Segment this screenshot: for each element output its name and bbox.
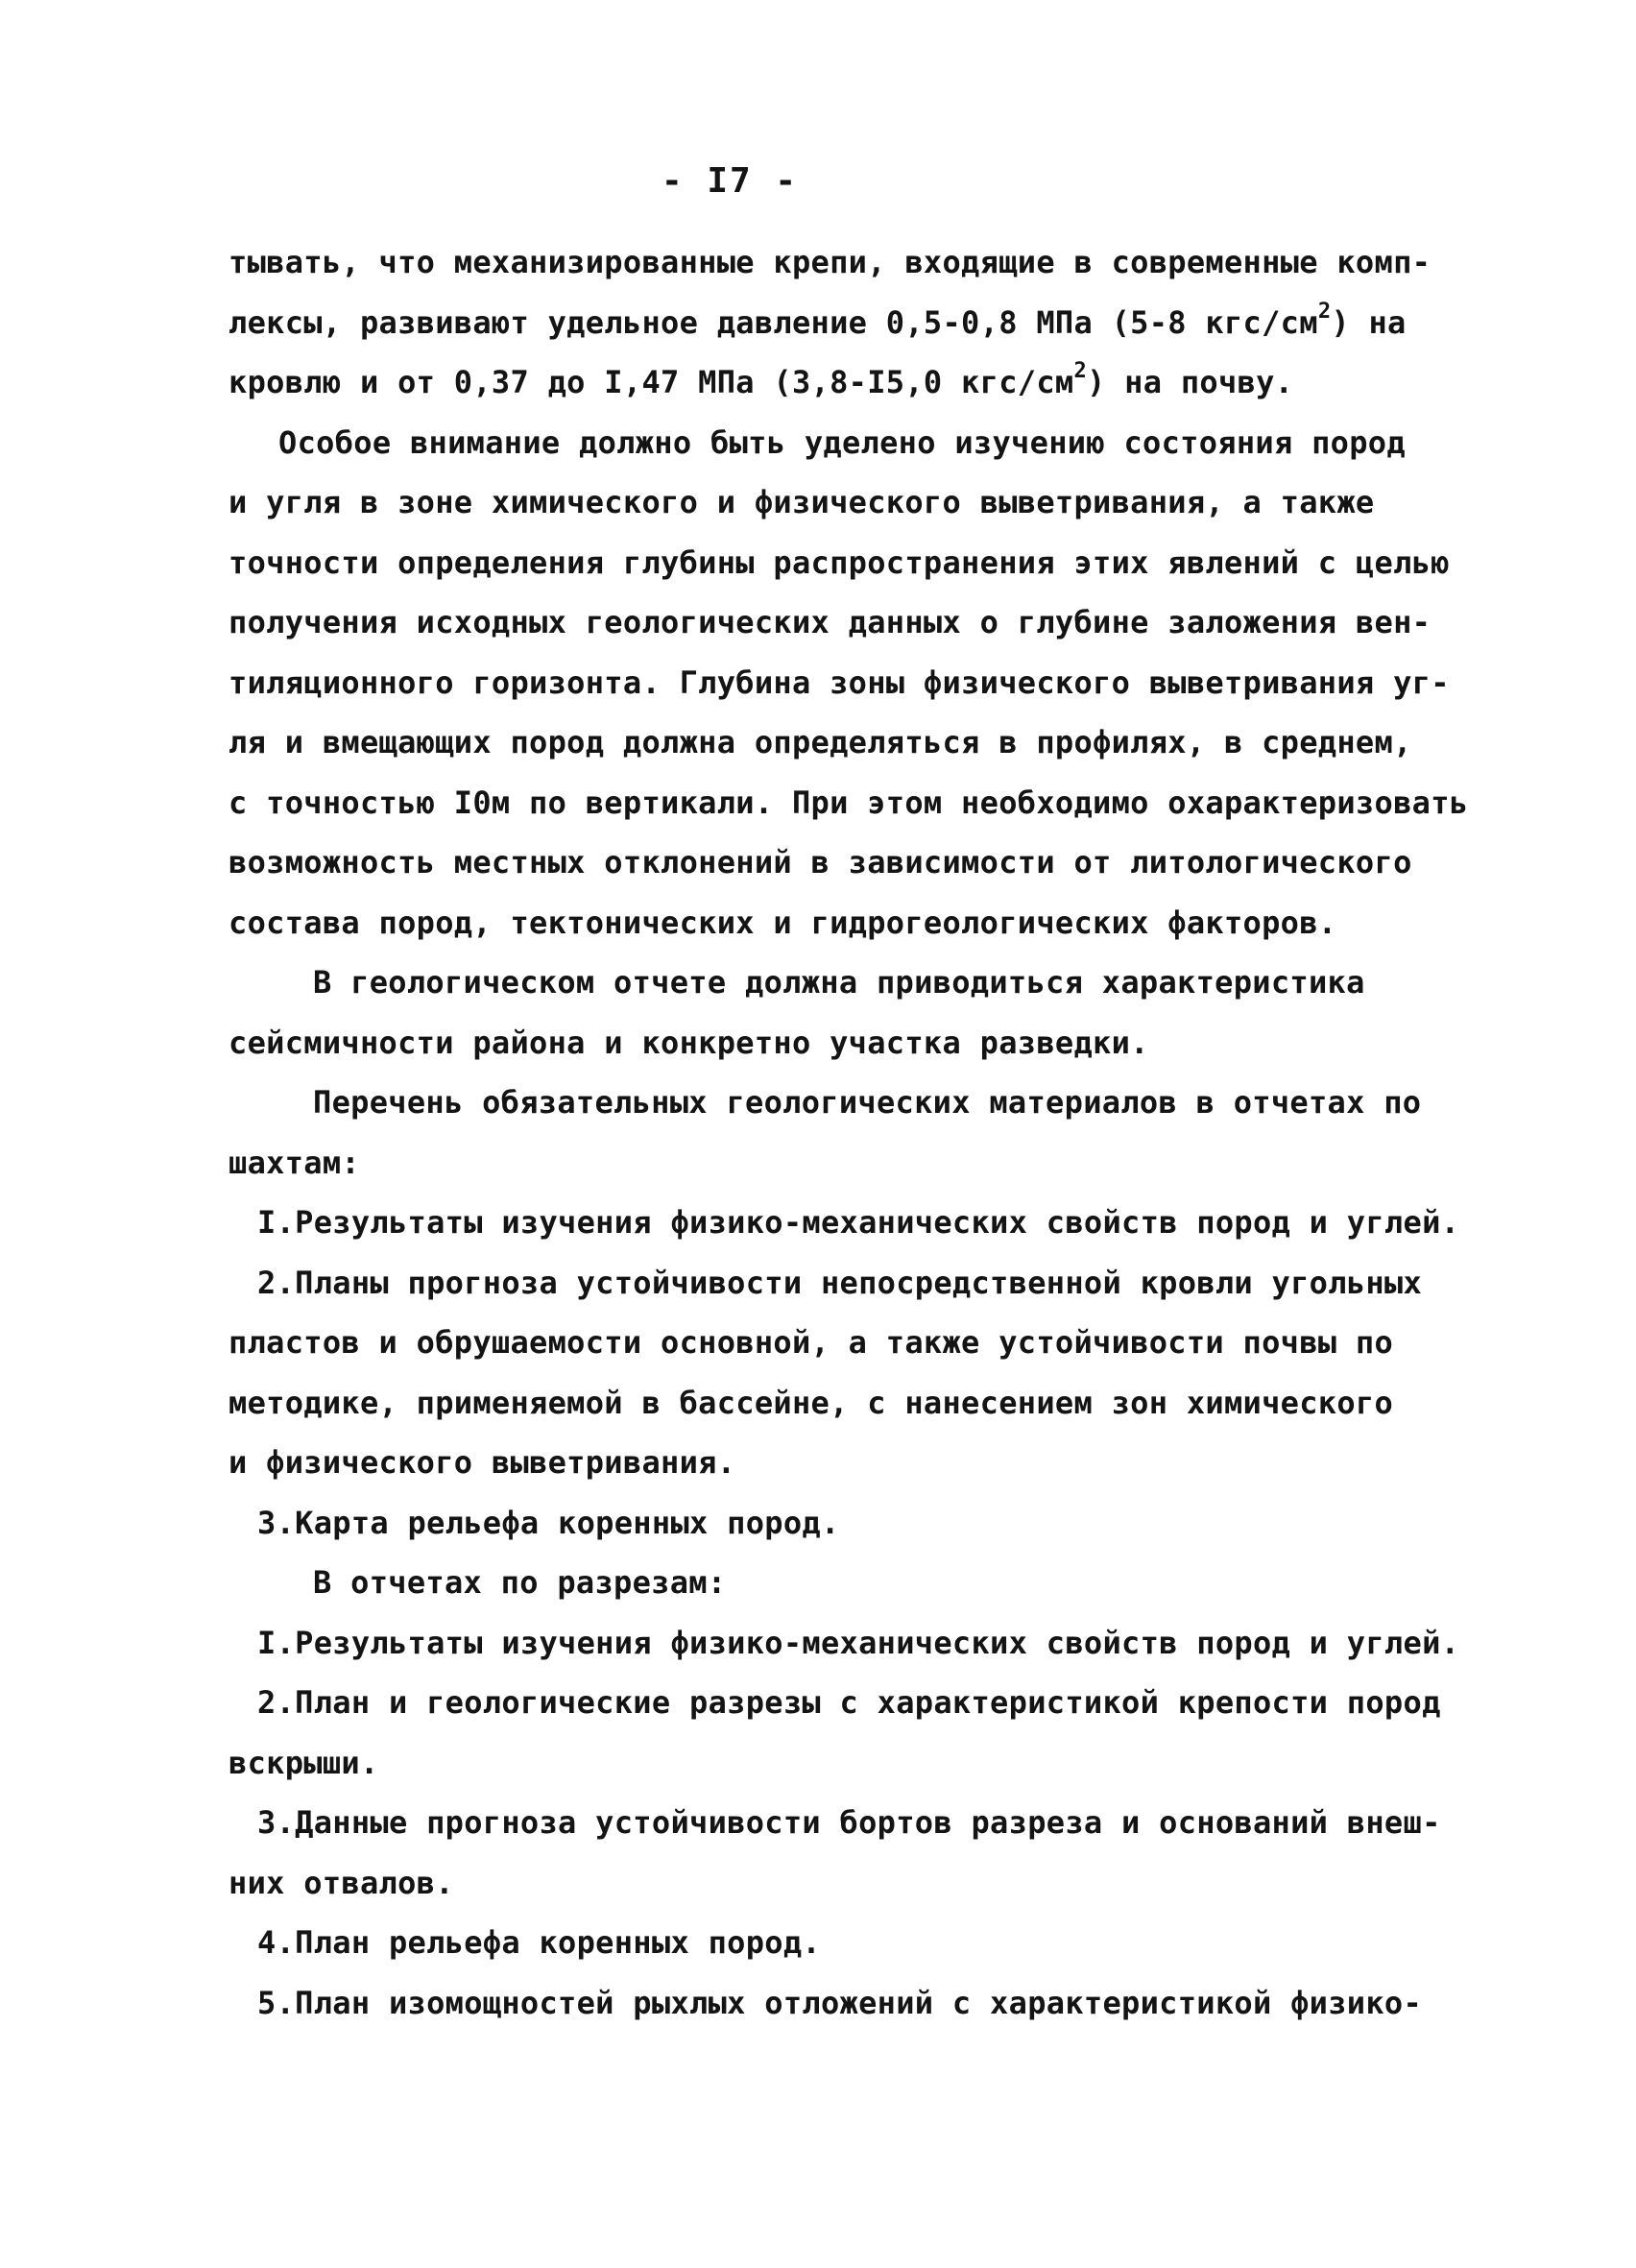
text-line	[229, 1073, 1477, 1133]
text-line-tail: ) на	[1331, 303, 1407, 341]
text-line-main: методике, применяемой в бассейне, с нанесением зон химического	[229, 1384, 1394, 1421]
text-line-main: и угля в зоне химического и физического выветривания, а также	[229, 484, 1375, 520]
text-line	[229, 1673, 1477, 1733]
text-line-main: них отвалов.	[229, 1864, 454, 1901]
text-line	[229, 773, 1477, 833]
text-line-main: ля и вмещающих пород должна определяться в профилях, в среднем,	[229, 724, 1412, 760]
text-line	[229, 472, 1477, 533]
text-line	[229, 832, 1477, 893]
text-line	[229, 1853, 1477, 1914]
text-line	[229, 1913, 1477, 1973]
text-line	[229, 592, 1477, 653]
text-line-main: I.Результаты изучения физико-механических свойств пород и углей.	[257, 1624, 1460, 1661]
text-line-main: 3.Данные прогноза устойчивости бортов разреза и оснований внеш-	[257, 1804, 1441, 1841]
text-line-main: с точностью I0м по вертикали. При этом необходимо охарактеризовать	[229, 784, 1469, 821]
text-line-main: и физического выветривания.	[229, 1444, 736, 1481]
text-line-main: пластов и обрушаемости основной, а также устойчивости почвы по	[229, 1324, 1394, 1361]
text-line	[229, 1013, 1477, 1074]
text-line-main: состава пород, тектонических и гидрогеологических факторов.	[229, 904, 1337, 941]
text-line-main: В геологическом отчете должна приводиться характеристика	[313, 964, 1365, 1001]
text-line	[229, 1553, 1477, 1613]
text-line	[229, 352, 1477, 413]
text-line	[229, 1973, 1477, 2034]
text-line	[229, 893, 1477, 953]
text-line	[229, 413, 1477, 473]
text-line-main: 3.Карта рельефа коренных пород.	[257, 1504, 840, 1541]
text-line-main: тывать, что механизированные крепи, входящие в современные комп-	[229, 244, 1432, 280]
text-line	[229, 1733, 1477, 1794]
text-line-tail: ) на почву.	[1087, 364, 1294, 400]
text-line-main: 2.Планы прогноза устойчивости непосредственной кровли угольных	[257, 1264, 1423, 1301]
text-line	[229, 533, 1477, 593]
text-line-main: точности определения глубины распространения этих явлений с целью	[229, 543, 1450, 581]
text-line-main: 2.План и геологические разрезы с характеристикой крепости пород	[257, 1684, 1441, 1721]
text-line-main: лексы, развивают удельное давление 0,5-0,8 МПа (5-8 кгс/см	[229, 303, 1318, 341]
text-line-main: I.Результаты изучения физико-механических свойств пород и углей.	[257, 1204, 1460, 1241]
text-line-main: кровлю и от 0,37 до I,47 МПа (3,8-I5,0 кгс/см	[229, 364, 1074, 400]
text-line	[229, 1493, 1477, 1554]
text-line-main: 5.План изомощностей рыхлых отложений с характеристикой физико-	[257, 1984, 1423, 2021]
text-line-main: 4.План рельефа коренных пород.	[257, 1924, 821, 1961]
text-line	[229, 1373, 1477, 1434]
text-line	[229, 653, 1477, 713]
text-line	[229, 1253, 1477, 1314]
text-line	[229, 712, 1477, 773]
body-text	[229, 232, 1477, 2033]
text-line-main: возможность местных отклонений в зависимости от литологического	[229, 844, 1412, 881]
text-line	[229, 1613, 1477, 1674]
text-line-main: сейсмичности района и конкретно участка разведки.	[229, 1024, 1149, 1061]
text-line	[229, 1193, 1477, 1253]
text-line	[229, 953, 1477, 1013]
text-line-main: получения исходных геологических данных о глубине заложения вен-	[229, 604, 1432, 640]
text-line-main: В отчетах по разрезам:	[313, 1564, 727, 1601]
text-line-main: Перечень обязательных геологических материалов в отчетах по	[313, 1084, 1422, 1121]
text-line	[229, 232, 1477, 293]
text-line	[229, 1133, 1477, 1194]
superscript-exponent: 2	[1073, 359, 1087, 384]
text-line	[229, 293, 1477, 353]
text-line-main: шахтам:	[229, 1144, 360, 1181]
text-line-main: вскрыши.	[229, 1744, 379, 1781]
page-number: - I7 -	[661, 161, 799, 201]
text-line	[229, 1433, 1477, 1493]
text-line-main: тиляционного горизонта. Глубина зоны физического выветривания уг-	[229, 664, 1450, 701]
text-line	[229, 1313, 1477, 1373]
superscript-exponent: 2	[1317, 299, 1332, 324]
text-line	[229, 1793, 1477, 1853]
text-line-main: Особое внимание должно быть уделено изучению состояния пород	[278, 423, 1406, 461]
